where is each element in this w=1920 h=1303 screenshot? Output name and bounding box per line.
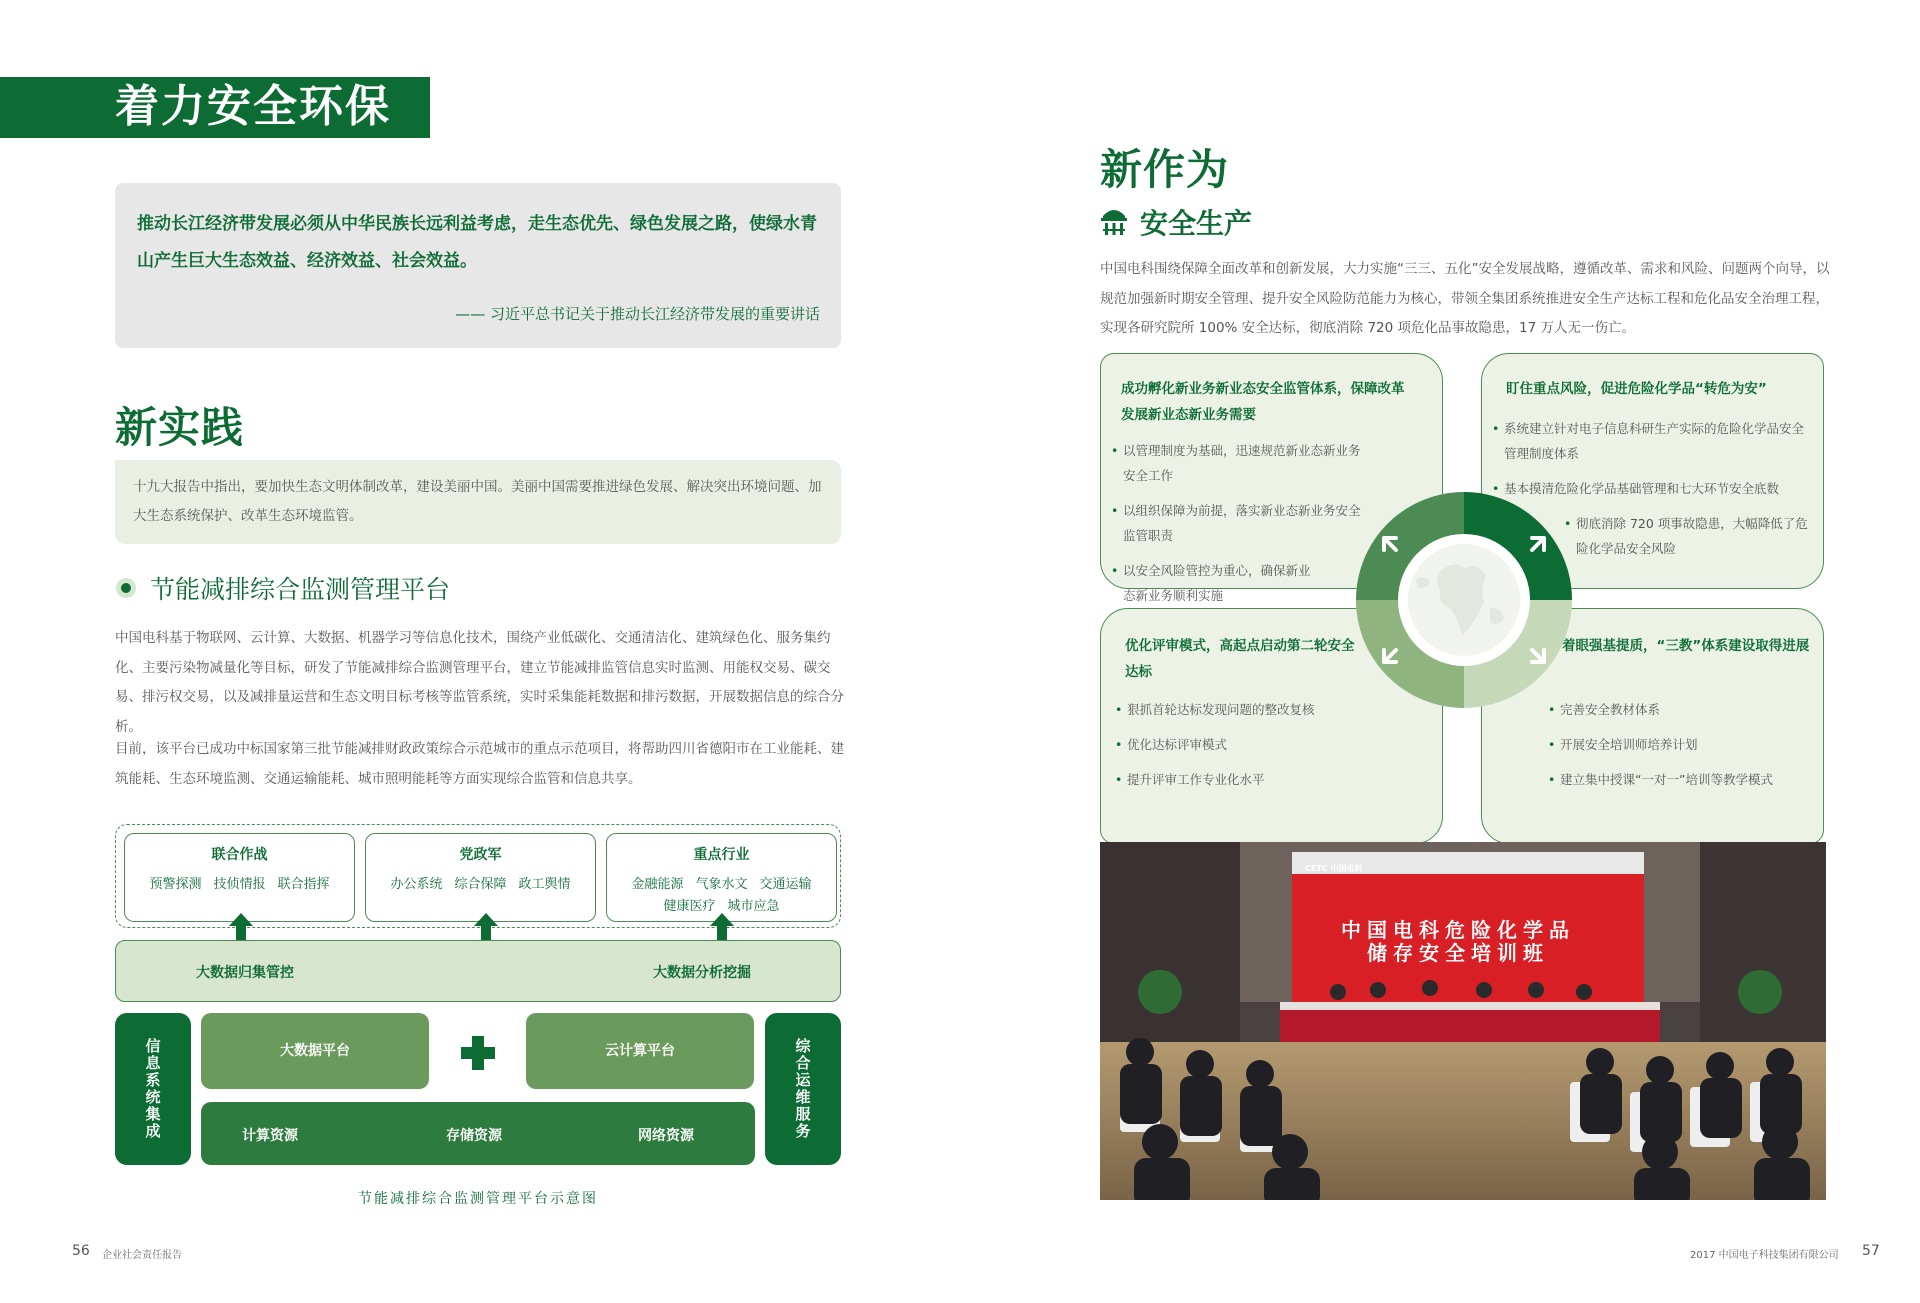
globe-icon bbox=[1354, 490, 1574, 710]
section-title-new-action: 新作为 bbox=[1100, 145, 1230, 194]
quadrant-list bbox=[1111, 438, 1371, 618]
diagram-item: 健康医疗 bbox=[663, 899, 716, 914]
diagram-item: 技侦情报 bbox=[213, 877, 266, 892]
quadrant-title: 盯住重点风险，促进危险化学品“转危为安” bbox=[1506, 381, 1767, 397]
quadrant-list-item: • 以管理制度为基础，迅速规范新业态新业务安全工作 bbox=[1111, 438, 1371, 488]
page-title: 着力安全环保 bbox=[115, 81, 391, 132]
diagram-resource-label: 网络资源 bbox=[638, 1128, 694, 1144]
diagram-category-items bbox=[131, 874, 348, 896]
diagram-item: 联合指挥 bbox=[277, 877, 330, 892]
photo-banner-line2: 储存安全培训班 bbox=[1367, 941, 1549, 965]
subsection-title-platform: 节能减排综合监测管理平台 bbox=[150, 575, 451, 604]
diagram-resource-label: 存储资源 bbox=[446, 1128, 502, 1144]
diagram-bigdata-platform: 大数据平台 bbox=[201, 1013, 429, 1089]
diagram-data-analysis-label: 大数据分析挖掘 bbox=[653, 965, 751, 981]
diagram-item: 政工舆情 bbox=[518, 877, 571, 892]
footer-label-left: 企业社会责任报告 bbox=[102, 1250, 182, 1261]
quadrant-list-item: • 优化达标评审模式 bbox=[1115, 732, 1345, 757]
quote-source: —— 习近平总书记关于推动长江经济带发展的重要讲话 bbox=[455, 305, 820, 323]
quadrant-title: 着眼强基提质，“三教”体系建设取得进展 bbox=[1562, 638, 1810, 654]
diagram-category-title: 联合作战 bbox=[211, 847, 268, 863]
page-number-left: 56 bbox=[72, 1243, 90, 1259]
quadrant-list-item: • 开展安全培训师培养计划 bbox=[1548, 732, 1818, 757]
diagram-item: 气象水文 bbox=[695, 877, 748, 892]
diagram-item: 预警探测 bbox=[149, 877, 202, 892]
diagram-category-title: 重点行业 bbox=[693, 847, 750, 863]
arrow-up-icon bbox=[710, 913, 734, 943]
intro-text: 十九大报告中指出，要加快生态文明体制改革，建设美丽中国。美丽中国需要推进绿色发展、解决突出环境问题、加大生态系统保护、改革生态环境监管。 bbox=[133, 479, 822, 524]
diagram-category-items bbox=[372, 874, 589, 896]
quadrant-list-item: • 系统建立针对电子信息科研生产实际的危险化学品安全管理制度体系 bbox=[1492, 416, 1810, 466]
quadrant-title: 优化评审模式，高起点启动第二轮安全达标 bbox=[1125, 638, 1355, 680]
quadrant-list-item: • 以安全风险管控为重心，确保新业态新业务顺利实施 bbox=[1111, 558, 1316, 608]
diagram-data-collection-label: 大数据归集管控 bbox=[196, 965, 294, 981]
diagram-cloud-platform: 云计算平台 bbox=[526, 1013, 754, 1089]
diagram-item: 办公系统 bbox=[390, 877, 443, 892]
footer-label-right: 2017 中国电子科技集团有限公司 bbox=[1690, 1250, 1839, 1261]
diagram-category-title: 党政军 bbox=[459, 847, 502, 863]
arrow-up-icon bbox=[474, 913, 498, 943]
diagram-resource-label: 计算资源 bbox=[242, 1128, 298, 1144]
diagram-side-box-operations bbox=[765, 1013, 841, 1165]
quadrant-list-item: • 彻底消除 720 项事故隐患，大幅降低了危险化学品安全风险 bbox=[1564, 511, 1810, 561]
diagram-category-box bbox=[124, 833, 355, 922]
arrow-up-icon bbox=[229, 913, 253, 943]
quadrant-list-item: • 基本摸清危险化学品基础管理和七大环节安全底数 bbox=[1492, 476, 1810, 501]
photo-banner-line1: 中国电科危险化学品 bbox=[1341, 918, 1575, 942]
diagram-caption: 节能减排综合监测管理平台示意图 bbox=[358, 1191, 598, 1207]
safety-helmet-icon bbox=[1100, 204, 1128, 236]
diagram-item: 金融能源 bbox=[631, 877, 684, 892]
quadrant-list-item: • 建立集中授课“一对一”培训等教学模式 bbox=[1548, 767, 1818, 792]
quote-text: 推动长江经济带发展必须从中华民族长远利益考虑，走生态优先、绿色发展之路，使绿水青山产生巨大生态效益、经济效益、社会效益。 bbox=[137, 214, 817, 271]
diagram-side-label: 综 合 运 维 服 务 bbox=[795, 1037, 811, 1140]
safety-paragraph: 中国电科围绕保障全面改革和创新发展，大力实施“三三、五化”安全发展战略，遵循改革、需求和风险、问题两个向导，以规范加强新时期安全管理、提升安全风险防范能力为核心，带领全集团系统推进安全生产达标工程和危化品安全治理工程，实现各研究院所 100% 安全达标，彻底消除 720 项危化品事故隐患，17 万人无一伤亡。 bbox=[1100, 261, 1830, 336]
page-number-right: 57 bbox=[1862, 1243, 1880, 1259]
quadrant-list-item: • 完善安全教材体系 bbox=[1548, 697, 1818, 722]
quadrant-list-item: • 以组织保障为前提，落实新业态新业务安全监管职责 bbox=[1111, 498, 1371, 548]
diagram-item: 综合保障 bbox=[454, 877, 507, 892]
quadrant-list bbox=[1548, 697, 1818, 802]
diagram-side-label: 信 息 系 统 集 成 bbox=[145, 1037, 161, 1140]
training-photo bbox=[1100, 842, 1826, 1200]
quadrant-list bbox=[1115, 697, 1345, 802]
section-title-practice: 新实践 bbox=[115, 403, 245, 452]
body-paragraph-2: 目前，该平台已成功中标国家第三批节能减排财政政策综合示范城市的重点示范项目，将帮助四川省德阳市在工业能耗、建筑能耗、生态环境监测、交通运输能耗、城市照明能耗等方面实现综合监管和信息共享。 bbox=[115, 741, 844, 787]
diagram-side-box-integration bbox=[115, 1013, 191, 1165]
diagram-category-items bbox=[613, 874, 830, 918]
diagram-item: 城市应急 bbox=[727, 899, 780, 914]
subsection-title-safety: 安全生产 bbox=[1140, 207, 1253, 240]
cetc-logo: CETC 中国电科 bbox=[1305, 864, 1363, 873]
diagram-category-box bbox=[365, 833, 596, 922]
quadrant-list-item: • 提升评审工作专业化水平 bbox=[1115, 767, 1345, 792]
body-paragraph-1: 中国电科基于物联网、云计算、大数据、机器学习等信息化技术，围绕产业低碳化、交通清洁化、建筑绿色化、服务集约化、主要污染物减量化等目标，研发了节能减排综合监测管理平台，建立节能减排监管信息实时监测、用能权交易、碳交易、排污权交易，以及减排量运营和生态文明目标考核等监管系统，实时采集能耗数据和排污数据，开展数据信息的综合分析。 bbox=[115, 630, 844, 735]
plus-icon bbox=[461, 1036, 495, 1070]
diagram-category-box bbox=[606, 833, 837, 922]
diagram-item: 交通运输 bbox=[759, 877, 812, 892]
quadrant-title: 成功孵化新业务新业态安全监管体系，保障改革发展新业态新业务需要 bbox=[1121, 381, 1405, 423]
bullet-dot-icon bbox=[116, 578, 136, 598]
quadrant-list-item: • 狠抓首轮达标发现问题的整改复核 bbox=[1115, 697, 1345, 722]
